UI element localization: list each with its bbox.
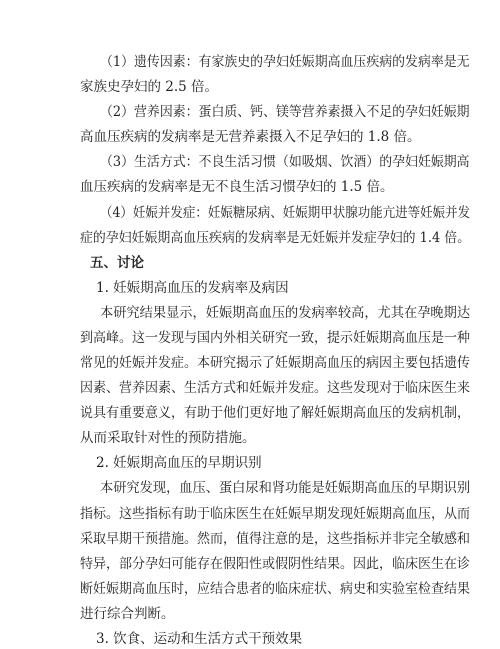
paragraph-early-line-2: 指标。这些指标有助于临床医生在妊娠早期发现妊娠期高血压，从而 [80, 505, 471, 522]
paragraph-genetic-line-1: （1）遗传因素：有家族史的孕妇妊娠期高血压疾病的发病率是无 [100, 54, 470, 70]
paragraph-incidence-line-6: 从而采取针对性的预防措施。 [80, 430, 256, 447]
paragraph-lifestyle-line-1: （3）生活方式：不良生活习惯（如吸烟、饮酒）的孕妇妊娠期高 [100, 154, 470, 171]
paragraph-early-line-4: 特异，部分孕妇可能存在假阳性或假阴性结果。因此，临床医生在诊 [80, 555, 471, 572]
paragraph-genetic-line-2: 家族史孕妇的 2.5 倍。 [80, 79, 219, 96]
paragraph-incidence-line-1: 本研究结果显示，妊娠期高血压的发病率较高，尤其在孕晚期达 [100, 304, 471, 321]
paragraph-nutrition-line-2: 高血压疾病的发病率是无营养素摄入不足孕妇的 1.8 倍。 [80, 129, 421, 146]
paragraph-nutrition-line-1: （2）营养因素：蛋白质、钙、镁等营养素摄入不足的孕妇妊娠期 [100, 104, 470, 121]
paragraph-incidence-line-2: 到高峰。这一发现与国内外相关研究一致，提示妊娠期高血压是一种 [80, 329, 471, 346]
subheading-intervention: 3. 饮食、运动和生活方式干预效果 [96, 631, 303, 647]
paragraph-early-line-3: 采取早期干预措施。然而，值得注意的是，这些指标并非完全敏感和 [80, 530, 471, 547]
paragraph-incidence-line-5: 说具有重要意义，有助于他们更好地了解妊娠期高血压的发病机制， [80, 405, 471, 422]
paragraph-incidence-line-4: 因素、营养因素、生活方式和妊娠并发症。这些发现对于临床医生来 [80, 380, 471, 397]
paragraph-early-line-5: 断妊娠期高血压时，应结合患者的临床症状、病史和实验室检查结果 [80, 580, 471, 597]
paragraph-early-line-1: 本研究发现，血压、蛋白尿和肾功能是妊娠期高血压的早期识别 [100, 480, 471, 497]
paragraph-incidence-line-3: 常见的妊娠并发症。本研究揭示了妊娠期高血压的病因主要包括遗传 [80, 355, 471, 372]
paragraph-complications-line-1: （4）妊娠并发症：妊娠糖尿病、妊娠期甲状腺功能亢进等妊娠并发 [100, 204, 471, 221]
subheading-incidence: 1. 妊娠期高血压的发病率及病因 [96, 279, 289, 296]
paragraph-complications-line-2: 症的孕妇妊娠期高血压疾病的发病率是无妊娠并发症孕妇的 1.4 倍。 [80, 229, 471, 246]
paragraph-lifestyle-line-2: 血压疾病的发病率是无不良生活习惯孕妇的 1.5 倍。 [80, 179, 394, 196]
subheading-early-identification: 2. 妊娠期高血压的早期识别 [96, 455, 262, 472]
paragraph-early-line-6: 进行综合判断。 [80, 605, 175, 622]
section-heading-discussion: 五、讨论 [90, 254, 144, 271]
